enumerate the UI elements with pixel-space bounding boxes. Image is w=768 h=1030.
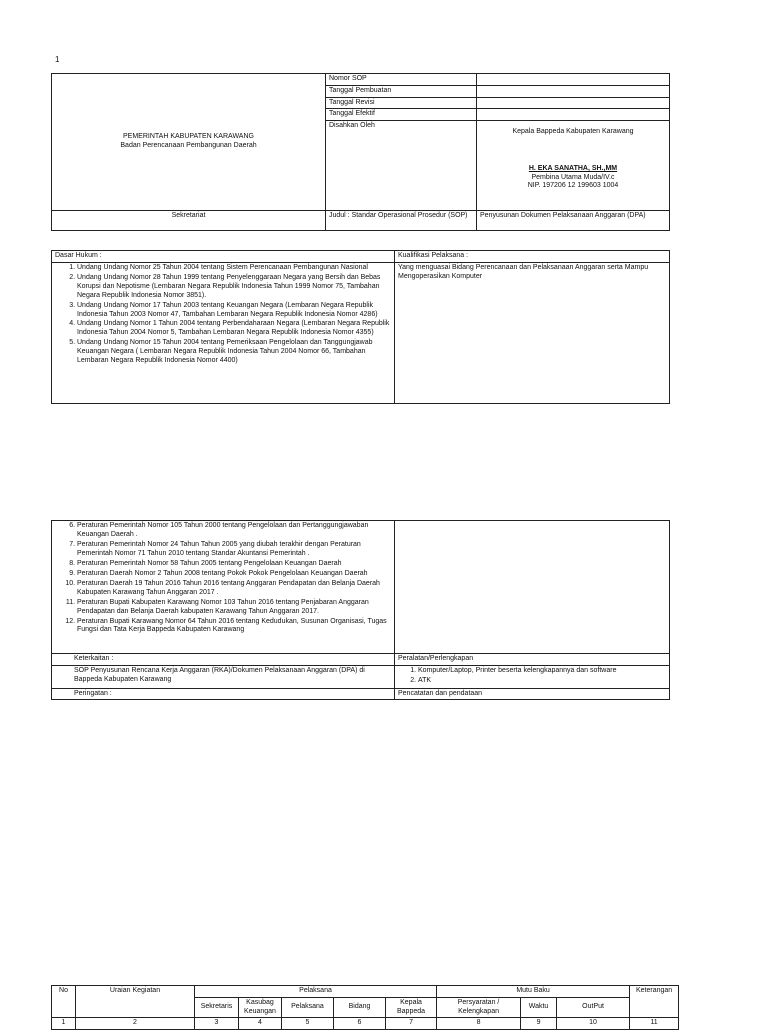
judul-value: Penyusunan Dokumen Pelaksanaan Anggaran (DPA) [477, 211, 670, 231]
dasar-hukum-item: 9. Peraturan Daerah Nomor 2 Tahun 2008 tentang Pokok Pokok Pengelolaan Keuangan Daerah [77, 570, 391, 579]
peringatan-title: Peringatan : [52, 688, 395, 700]
col-keterangan: Keterangan [630, 986, 679, 1018]
dasar-hukum-continued-cell [52, 521, 395, 654]
peralatan-item: 2. ATK [418, 677, 666, 686]
judul-label: Judul : Standar Operasional Prosedur (SOP) [326, 211, 477, 231]
dasar-hukum-item: 5. Undang Undang Nomor 15 Tahun 2004 tentang Pemeriksaan Pengelolaan dan Tanggungjawab Keuangan Negara ( Lembaran Negara Republik Indonesia Tahun 2004 Nomor 66, Tambahan Lembaran Negara Republik Indonesia Nomor 4400) [77, 339, 391, 366]
col-number: 11 [630, 1018, 679, 1030]
field-nomor-sop: Nomor SOP [326, 74, 477, 86]
unit-cell: Sekretariat [52, 211, 326, 231]
value-tanggal-revisi [477, 97, 670, 109]
dasar-hukum-list [55, 264, 391, 366]
field-tanggal-revisi: Tanggal Revisi [326, 97, 477, 109]
kualifikasi-continued-cell [395, 521, 670, 654]
col-number: 7 [386, 1018, 437, 1030]
col-number: 3 [195, 1018, 239, 1030]
approval-name: H. EKA SANATHA, SH.,MM [528, 164, 618, 172]
dasar-hukum-item: 12. Peraturan Bupati Karawang Nomor 64 Tahun 2016 tentang Kedudukan, Susunan Organisasi, Tugas Fungsi dan Tata Kerja Bappeda Kabupaten Karawang [77, 618, 391, 636]
col-kepala-bappeda: Kepala Bappeda [386, 997, 437, 1018]
keterkaitan-text: SOP Penyusunan Rencana Kerja Anggaran (RKA)/Dokumen Pelaksanaan Anggaran (DPA) di Bappeda Kabupaten Karawang [52, 665, 395, 688]
peralatan-cell [395, 665, 670, 688]
approval-block [477, 121, 670, 211]
kualifikasi-text: Yang menguasai Bidang Perencanaan dan Pelaksanaan Anggaran serta Mampu Mengoperasikan Komputer [395, 262, 670, 403]
field-disahkan-oleh: Disahkan Oleh [326, 121, 477, 211]
col-sekretaris: Sekretaris [195, 997, 239, 1018]
dasar-hukum-item: 3. Undang Undang Nomor 17 Tahun 2003 tentang Keuangan Negara (Lembaran Negara Republik Indonesia Tahun 2003 Nomor 47, Tambahan Lembaran Negara Republik Indonesia Nomor 4286) [77, 302, 391, 320]
value-tanggal-efektif [477, 109, 670, 121]
col-mutu-baku: Mutu Baku [437, 986, 630, 998]
org-unit: Badan Perencanaan Pembangunan Daerah [120, 142, 257, 149]
pencatatan-title: Pencatatan dan pendataan [395, 688, 670, 700]
page-number: 1 [55, 55, 60, 64]
kualifikasi-title: Kualifikasi Pelaksana : [395, 251, 670, 263]
value-nomor-sop [477, 74, 670, 86]
field-tanggal-efektif: Tanggal Efektif [326, 109, 477, 121]
col-output: OutPut [557, 997, 630, 1018]
dasar-hukum-item: 6. Peraturan Pemerintah Nomor 105 Tahun 2000 tentang Pengelolaan dan Pertanggungjawaban Keuangan Daerah . [77, 522, 391, 540]
col-number: 8 [437, 1018, 521, 1030]
keterkaitan-title: Keterkaitan : [52, 654, 395, 666]
value-tanggal-pembuatan [477, 85, 670, 97]
col-number: 9 [521, 1018, 557, 1030]
peralatan-title: Peralatan/Perlengkapan [395, 654, 670, 666]
continued-table [51, 520, 670, 700]
procedure-table [51, 985, 679, 1030]
field-tanggal-pembuatan: Tanggal Pembuatan [326, 85, 477, 97]
col-pelaksana: Pelaksana [195, 986, 437, 998]
dasar-hukum-item: 4. Undang Undang Nomor 1 Tahun 2004 tentang Perbendaharaan Negara (Lembaran Negara Republik Indonesia Tahun 2004 Nomor 5, Tambahan Lembaran Negara Republik Indonesia Nomor 4355) [77, 320, 391, 338]
dasar-hukum-cell [52, 262, 395, 403]
dasar-hukum-item: 8. Peraturan Pemerintah Nomor 58 Tahun 2005 tentang Pengelolaan Keuangan Daerah [77, 560, 391, 569]
dasar-hukum-item: 10. Peraturan Daerah 19 Tahun 2016 Tahun 2016 tentang Anggaran Pendapatan dan Belanja Daerah Kabupaten Karawang Tahun Anggaran 2017 . [77, 580, 391, 598]
col-no: No [52, 986, 76, 1018]
col-number: 5 [282, 1018, 334, 1030]
legal-basis-table [51, 250, 670, 404]
approval-nip: NIP. 197206 12 199603 1004 [527, 182, 619, 190]
col-waktu: Waktu [521, 997, 557, 1018]
col-number: 1 [52, 1018, 76, 1030]
dasar-hukum-title: Dasar Hukum : [52, 251, 395, 263]
approval-rank: Pembina Utama Muda/IV.c [531, 173, 615, 181]
dasar-hukum-continued-list [55, 522, 391, 635]
col-number: 10 [557, 1018, 630, 1030]
org-cell [52, 74, 326, 211]
approval-title: Kepala Bappeda Kabupaten Karawang [512, 128, 634, 135]
dasar-hukum-item: 1. Undang Undang Nomor 25 Tahun 2004 tentang Sistem Perencanaan Pembangunan Nasional [77, 264, 391, 273]
sop-header-table [51, 73, 670, 231]
col-number: 4 [239, 1018, 282, 1030]
col-pelaksana-staff: Pelaksana [282, 997, 334, 1018]
col-bidang: Bidang [334, 997, 386, 1018]
org-name: PEMERINTAH KABUPATEN KARAWANG [123, 133, 254, 141]
dasar-hukum-item: 7. Peraturan Pemerintah Nomor 24 Tahun Tahun 2005 yang diubah terakhir dengan Peraturan Pemerintah Nomor 71 Tahun 2010 tentang Standar Akuntansi Pemerintah . [77, 541, 391, 559]
col-number: 2 [76, 1018, 195, 1030]
col-uraian: Uraian Kegiatan [76, 986, 195, 1018]
col-persyaratan: Persyaratan / Kelengkapan [437, 997, 521, 1018]
peralatan-list [398, 667, 666, 686]
dasar-hukum-item: 2. Undang Undang Nomor 28 Tahun 1999 tentang Penyelenggaraan Negara yang Bersih dan Bebas Korupsi dan Nepotisme (Lembaran Negara Republik Indonesia Tahun 1999 Nomor 75, Tambahan Negara Republik Indonesia Nomor 3851). [77, 274, 391, 301]
peralatan-item: 1. Komputer/Laptop, Printer beserta kelengkapannya dan software [418, 667, 666, 676]
col-kasubag-keuangan: Kasubag Keuangan [239, 997, 282, 1018]
col-number: 6 [334, 1018, 386, 1030]
dasar-hukum-item: 11. Peraturan Bupati Kabupaten Karawang Nomor 103 Tahun 2016 tentang Penjabaran Anggaran Pendapatan dan Belanja Daerah kabupaten Karawang Tahun Anggaran 2017. [77, 599, 391, 617]
